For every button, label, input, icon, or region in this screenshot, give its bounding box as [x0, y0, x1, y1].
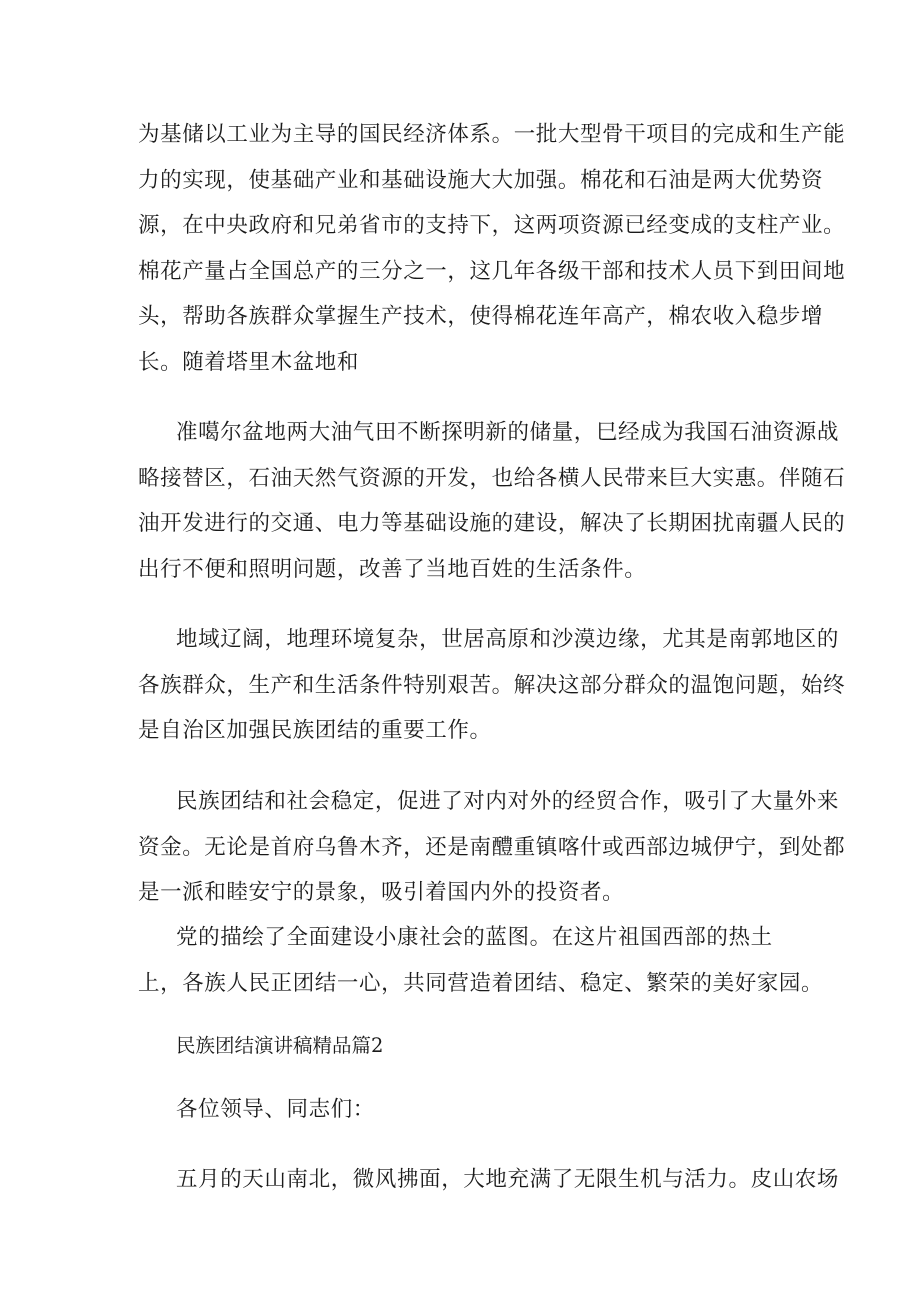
- paragraph-line: 略接替区，石油天然气资源的开发，也给各横人民带来巨大实惠。伴随石: [138, 465, 846, 491]
- paragraph-line: 五月的天山南北，微风拂面，大地充满了无限生机与活力。皮山农场: [176, 1167, 840, 1192]
- paragraph-line: 准噶尔盆地两大油气田不断探明新的储量，巳经成为我国石油资源战: [176, 420, 840, 445]
- paragraph-line: 是自治区加强民族团结的重要工作。: [138, 718, 492, 743]
- paragraph-line: 出行不便和照明问题，改善了当地百姓的生活条件。: [138, 556, 647, 582]
- paragraph-line: 力的实现，使基础产业和基础设施大大加强。棉花和石油是两大优势资: [138, 167, 824, 193]
- paragraph-4: [138, 779, 846, 916]
- paragraph-2: [138, 410, 846, 592]
- paragraph-line: 资金。无论是首府乌鲁木齐，还是南醴重镇喀什或西部边城伊宁，到处都: [138, 834, 846, 860]
- paragraph-line: 各族群众，生产和生活条件特别艰苦。解决这部分群众的温饱问题，始终: [138, 672, 846, 698]
- paragraph-line: 是一派和睦安宁的景象，吸引着国内外的投资者。: [138, 880, 625, 905]
- paragraph-5: [138, 915, 824, 1006]
- paragraph-line: 油开发进行的交通、电力等基础设施的建设，解决了长期困扰南疆人民的: [138, 511, 846, 536]
- paragraph-line: 头，帮助各族群众掌握生产技术，使得棉花连年高产，棉农收入稳步增: [138, 304, 824, 329]
- paragraph-line: 源，在中央政府和兄弟省市的支持下，这两项资源已经变成的支柱产业。: [138, 213, 846, 238]
- paragraph-line: 民族团结和社会稳定，促进了对内对外的经贸合作，吸引了大量外来: [176, 789, 840, 814]
- paragraph-line: 党的描绘了全面建设小康社会的蓝图。在这片祖国西部的热土: [176, 925, 773, 950]
- paragraph-3: [138, 617, 846, 754]
- paragraph-line: 为基储以工业为主导的国民经济体系。一批大型骨干项目的完成和生产能: [138, 122, 846, 147]
- paragraph-line: 棉花产量占全国总产的三分之一，这几年各级干部和技术人员下到田间地: [138, 258, 846, 284]
- paragraph-6: [138, 1157, 840, 1203]
- section-title: 民族团结演讲稿精品篇2: [176, 1034, 384, 1057]
- greeting: [176, 1087, 776, 1133]
- paragraph-line: 长。随着塔里木盆地和: [138, 349, 360, 375]
- greeting-line: 各位领导、同志们：: [176, 1097, 375, 1122]
- paragraph-line: 上，各族人民正团结一心，共同营造着团结、稳定、繁荣的美好家园。: [138, 970, 824, 996]
- paragraph-line: 地域辽阔，地理环境复杂，世居高原和沙漠边缘，尤其是南郭地区的: [176, 627, 840, 652]
- paragraph-1: [138, 112, 846, 385]
